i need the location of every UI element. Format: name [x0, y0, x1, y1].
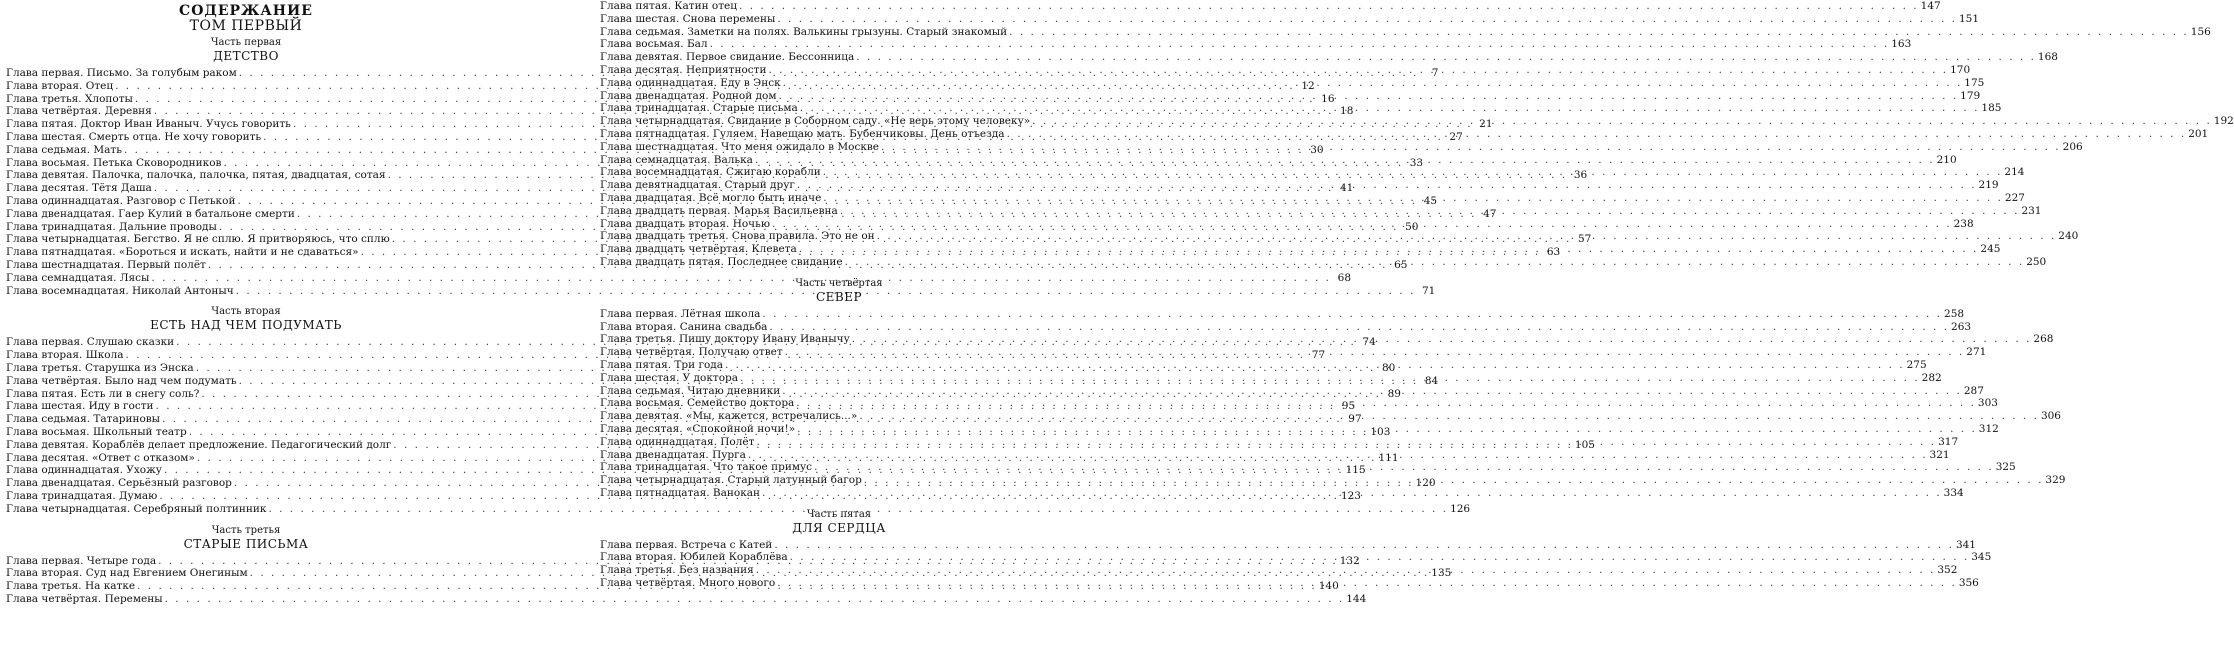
chapter-title: Глава восемнадцатая. Сжигаю корабли — [600, 166, 821, 179]
chapter-title: Глава третья. Пишу доктору Ивану Иванычу — [600, 333, 850, 346]
chapter-title: Глава четвёртая. Получаю ответ — [600, 346, 783, 359]
dot-leader — [823, 192, 2003, 205]
dot-leader — [740, 372, 1920, 385]
chapter-title: Глава шестая. Смерть отца. Не хочу говорить — [6, 130, 262, 143]
chapter-title: Глава четырнадцатая. Старый латунный багор — [600, 474, 862, 487]
dot-leader — [856, 51, 2036, 64]
dot-leader — [800, 102, 1980, 115]
page-number: 97 — [1348, 413, 1362, 426]
dot-leader — [756, 564, 1936, 577]
chapter-title: Глава двадцать первая. Марья Васильевна — [600, 204, 838, 217]
page-number: 275 — [1906, 358, 1927, 371]
chapter-title: Глава четвёртая. Перемены — [6, 592, 163, 605]
page-number: 16 — [1321, 92, 1335, 105]
page-number: 238 — [1953, 217, 1974, 230]
page-number: 240 — [2058, 230, 2079, 243]
page-number: 84 — [1424, 374, 1439, 387]
page-number: 170 — [1950, 63, 1971, 76]
page-number: 306 — [2040, 410, 2061, 423]
chapter-title: Глава одиннадцатая. Полёт — [600, 435, 755, 448]
chapter-title: Глава пятая. Доктор Иван Иваныч. Учусь говорить — [6, 118, 291, 131]
dot-leader — [859, 410, 2039, 423]
page-number: 151 — [1959, 12, 1980, 25]
toc-entry — [6, 592, 1367, 606]
part-label: Часть первая — [210, 37, 282, 48]
chapter-title: Глава шестнадцатая. Первый полёт — [6, 258, 206, 271]
part-title: ДЕТСТВО — [213, 49, 279, 63]
part-spacer — [600, 500, 1078, 509]
page-number: 140 — [1318, 580, 1339, 593]
dot-leader — [790, 551, 1970, 564]
dot-leader — [755, 154, 1935, 167]
page-number: 192 — [2213, 115, 2234, 128]
chapter-title: Глава пятая. Катин отец — [600, 0, 738, 12]
chapter-title: Глава девятая. «Мы, кажется, встречались...» — [600, 410, 858, 423]
page-number: 89 — [1387, 387, 1401, 400]
page-number: 214 — [2004, 166, 2025, 179]
part-title: СТАРЫЕ ПИСЬМА — [183, 536, 309, 551]
page-number: 41 — [1340, 182, 1354, 195]
toc-entry — [600, 38, 1912, 51]
chapter-title: Глава двенадцатая. Серьёзный разговор — [6, 477, 232, 490]
chapter-title: Глава седьмая. Татариновы — [6, 413, 161, 426]
toc-entry — [600, 538, 1976, 552]
chapter-title: Глава первая. Слушаю сказки — [6, 336, 175, 349]
page-number: 329 — [2045, 474, 2066, 487]
part-label: Часть пятая — [806, 508, 872, 520]
chapter-title: Глава первая. Встреча с Катей — [600, 538, 773, 551]
toc-entry — [600, 63, 1971, 77]
chapter-title: Глава пятнадцатая. Ванокан — [600, 486, 761, 499]
page-number: 356 — [1958, 577, 1979, 590]
page-number: 317 — [1938, 435, 1959, 448]
page-number: 206 — [2062, 140, 2083, 153]
chapter-title: Глава девятнадцатая. Старый друг — [600, 179, 795, 192]
chapter-title: Глава пятнадцатая. Гуляем. Навещаю мать. Бубенчиковы. День отъезда — [600, 127, 1005, 140]
dot-leader — [1009, 26, 2189, 39]
page-number: 250 — [2026, 255, 2047, 268]
dot-leader — [756, 436, 1936, 449]
dot-leader — [739, 0, 1919, 13]
dot-leader — [779, 90, 1959, 103]
page-number: 77 — [1311, 349, 1326, 362]
page-number: 80 — [1381, 361, 1396, 374]
chapter-title: Глава четвёртая. Много нового — [600, 577, 776, 590]
chapter-title: Глава седьмая. Мать — [6, 143, 122, 156]
page-number: 63 — [1546, 246, 1561, 259]
chapter-title: Глава шестая. Иду в гости — [6, 400, 154, 413]
part-label: Часть четвёртая — [795, 277, 883, 289]
dot-leader — [864, 474, 2044, 487]
dot-leader — [777, 577, 1957, 590]
chapter-title: Глава двадцать вторая. Ночью — [600, 217, 770, 230]
page-number: 57 — [1578, 233, 1592, 246]
page-number: 65 — [1394, 258, 1408, 271]
dot-leader — [877, 230, 2057, 243]
chapter-title: Глава вторая. Школа — [6, 349, 124, 362]
page-number: 120 — [1415, 477, 1436, 490]
chapter-title: Глава вторая. Отец — [6, 79, 114, 92]
page-number: 282 — [1921, 371, 1942, 384]
chapter-title: Глава восьмая. Семейство доктора — [600, 397, 795, 410]
part-title: ЕСТЬ НАД ЧЕМ ПОДУМАТЬ — [150, 318, 342, 333]
chapter-title: Глава первая. Лётная школа — [600, 307, 761, 320]
chapter-title: Глава десятая. Тётя Даша — [6, 182, 152, 195]
toc-entry — [600, 12, 1980, 26]
chapter-title: Глава двенадцатая. Родной дом — [600, 89, 777, 102]
dot-leader — [782, 385, 1962, 398]
page-number: 219 — [1978, 179, 1999, 192]
dot-leader — [814, 461, 1994, 474]
page-number: 18 — [1340, 105, 1354, 118]
page-number: 156 — [2190, 25, 2211, 38]
page-number: 287 — [1963, 384, 1984, 397]
page-number: 33 — [1409, 156, 1424, 169]
dot-leader — [796, 397, 1976, 410]
page-number: 135 — [1431, 567, 1452, 580]
chapter-title: Глава одиннадцатая. Еду в Энск — [600, 76, 781, 89]
dot-leader — [881, 141, 2061, 154]
dot-leader — [774, 539, 1954, 552]
page-number: 126 — [1450, 502, 1471, 515]
page-number: 168 — [2037, 51, 2058, 64]
chapter-title: Глава семнадцатая. Валька — [600, 153, 753, 166]
chapter-title: Глава четвёртая. Деревня — [6, 105, 152, 118]
page-number: 123 — [1340, 489, 1361, 502]
page-number: 210 — [1936, 153, 1957, 166]
chapter-title: Глава тринадцатая. Думаю — [6, 489, 158, 502]
chapter-title: Глава первая. Письмо. За голубым раком — [6, 67, 237, 79]
page-number: 334 — [1943, 486, 1964, 499]
chapter-title: Глава седьмая. Читаю дневники — [600, 384, 781, 397]
dot-leader — [1032, 115, 2212, 128]
chapter-title: Глава вторая. Суд над Евгением Онегиным — [6, 567, 248, 580]
page-number: 147 — [1920, 0, 1941, 12]
toc-entry — [600, 51, 2058, 64]
chapter-title: Глава тринадцатая. Дальние проводы — [6, 220, 217, 233]
part-spacer — [600, 269, 1078, 278]
page-number: 21 — [1479, 118, 1493, 131]
page-number: 321 — [1929, 448, 1950, 461]
chapter-title: Глава одиннадцатая. Ухожу — [6, 464, 162, 477]
toc-entry — [600, 0, 1941, 13]
dot-leader — [840, 205, 2020, 218]
dot-leader — [823, 166, 2003, 179]
part-label: Часть вторая — [211, 306, 281, 318]
page-number: 345 — [1971, 551, 1992, 564]
chapter-title: Глава двенадцатая. Гаер Кулий в батальоне смерти — [6, 207, 295, 220]
toc-entry — [600, 320, 1972, 334]
page-number: 231 — [2021, 204, 2042, 217]
chapter-title: Глава тринадцатая. Что такое примус — [600, 461, 813, 474]
chapter-title: Глава двадцать третья. Снова правила. Это не он — [600, 230, 875, 243]
chapter-title: Глава седьмая. Заметки на полях. Валькины грызуны. Старый знакомый — [600, 25, 1008, 38]
page-number: 144 — [1346, 592, 1367, 605]
page-number: 268 — [2033, 333, 2054, 346]
chapter-title: Глава пятая. Есть ли в снегу соль? — [6, 387, 200, 400]
page-number: 185 — [1981, 102, 2002, 115]
page-number: 263 — [1951, 320, 1972, 333]
page-number: 179 — [1960, 89, 1981, 102]
page-number: 111 — [1378, 451, 1399, 464]
chapter-title: Глава четвёртая. Было над чем подумать — [6, 374, 237, 387]
page-number: 115 — [1345, 464, 1366, 477]
toc-entry — [600, 25, 2211, 39]
chapter-title: Глава тринадцатая. Старые письма — [600, 102, 798, 115]
chapter-title: Глава пятнадцатая. «Бороться и искать, найти и не сдаваться» — [6, 246, 359, 259]
toc-entry — [600, 102, 2002, 115]
page-number: 163 — [1891, 38, 1912, 51]
chapter-title: Глава двенадцатая. Пурга — [600, 448, 746, 461]
chapter-title: Глава двадцать пятая. Последнее свидание — [600, 255, 843, 268]
chapter-title: Глава восьмая. Петька Сковородников — [6, 156, 222, 169]
chapter-title: Глава шестнадцатая. Что меня ожидало в Москве — [600, 140, 880, 153]
page-number: 7 — [1431, 67, 1439, 79]
chapter-title: Глава четырнадцатая. Свидание в Соборном саду. «Не верь этому человеку» — [600, 115, 1031, 128]
part-spacer — [6, 516, 486, 525]
chapter-title: Глава восьмая. Бал — [600, 38, 708, 51]
part-label: Часть третья — [211, 524, 281, 536]
chapter-title: Глава третья. Без названия — [600, 564, 754, 577]
page-number: 325 — [1995, 461, 2016, 474]
chapter-title: Глава девятая. Первое свидание. Бессонница — [600, 51, 855, 64]
dot-leader — [710, 38, 1890, 51]
chapter-title: Глава шестая. У доктора — [600, 371, 739, 384]
chapter-title: Глава девятая. Палочка, палочка, палочка, пятая, двадцатая, сотая — [6, 169, 386, 182]
chapter-title: Глава шестая. Снова перемены — [600, 12, 776, 25]
dot-leader — [797, 179, 1977, 192]
dot-leader — [768, 64, 1948, 77]
toc-heading: СОДЕРЖАНИЕ — [179, 3, 313, 19]
chapter-title: Глава четырнадцатая. Серебряный полтинник — [6, 502, 267, 515]
page-number: 103 — [1370, 425, 1391, 438]
dot-leader — [797, 423, 1977, 436]
dot-leader — [1007, 128, 2187, 141]
chapter-title: Глава четырнадцатая. Бегство. Я не сплю. Я притворяюсь, что сплю — [6, 233, 390, 246]
page-number: 36 — [1573, 169, 1588, 182]
chapter-title: Глава третья. Старушка из Энска — [6, 361, 194, 374]
chapter-title: Глава восьмая. Школьный театр — [6, 425, 187, 438]
chapter-title: Глава одиннадцатая. Разговор с Петькой — [6, 194, 236, 207]
page-number: 175 — [1964, 76, 1985, 89]
toc-entry — [600, 307, 1965, 321]
page-number: 312 — [1978, 422, 1999, 435]
part-title: СЕВЕР — [815, 289, 863, 304]
chapter-title: Глава вторая. Санина свадьба — [600, 320, 768, 333]
page-number: 50 — [1405, 220, 1419, 233]
dot-leader — [799, 243, 1979, 256]
chapter-title: Глава пятая. Три года — [600, 358, 723, 371]
page-number: 27 — [1449, 130, 1463, 143]
page-number: 303 — [1977, 397, 1998, 410]
chapter-title: Глава двадцать четвёртая. Клевета — [600, 243, 797, 256]
page-number: 45 — [1423, 194, 1438, 207]
page-number: 227 — [2004, 191, 2025, 204]
page-number: 71 — [1421, 284, 1436, 297]
chapter-title: Глава третья. Хлопоты — [6, 92, 133, 105]
page-number: 245 — [1980, 243, 2001, 256]
chapter-title: Глава восемнадцатая. Николай Антоныч — [6, 284, 234, 297]
chapter-title: Глава десятая. Неприятности — [600, 63, 767, 76]
part-title: ДЛЯ СЕРДЦА — [792, 520, 886, 535]
dot-leader — [725, 359, 1905, 372]
chapter-title: Глава вторая. Юбилей Кораблёва — [600, 551, 788, 564]
chapter-title: Глава двадцатая. Всё могло быть иначе — [600, 191, 822, 204]
page-number: 12 — [1301, 79, 1315, 92]
page-number: 132 — [1339, 554, 1360, 567]
chapter-title: Глава десятая. «Спокойной ночи!» — [600, 422, 796, 435]
page-number: 47 — [1483, 207, 1497, 220]
dot-leader — [762, 487, 1942, 500]
dot-leader — [772, 218, 1952, 231]
page-number: 105 — [1574, 438, 1595, 451]
page-number: 68 — [1337, 271, 1352, 284]
page-number: 341 — [1955, 538, 1976, 551]
page-number: 271 — [1966, 346, 1987, 359]
dot-leader — [762, 308, 1942, 321]
page-number: 352 — [1937, 564, 1958, 577]
dot-leader — [769, 321, 1949, 334]
page-number: 95 — [1341, 400, 1356, 413]
chapter-title: Глава десятая. «Ответ с отказом» — [6, 451, 195, 464]
dot-leader — [777, 13, 1957, 26]
dot-leader — [165, 593, 1345, 606]
dot-leader — [783, 77, 1963, 90]
page-number: 258 — [1944, 307, 1965, 320]
page-number: 201 — [2188, 127, 2209, 140]
page-number: 74 — [1362, 336, 1376, 349]
dot-leader — [845, 256, 2025, 269]
chapter-title: Глава первая. Четыре года — [6, 554, 157, 567]
dot-leader — [785, 346, 1965, 359]
page-number: 30 — [1310, 143, 1324, 156]
dot-leader — [748, 449, 1928, 462]
part-spacer — [6, 297, 486, 306]
chapter-title: Глава семнадцатая. Лясы — [6, 271, 150, 284]
volume-title: ТОМ ПЕРВЫЙ — [189, 18, 303, 34]
dot-leader — [852, 333, 2032, 346]
chapter-title: Глава девятая. Кораблёв делает предложение. Педагогический долг — [6, 438, 392, 451]
chapter-title: Глава третья. На катке — [6, 580, 136, 593]
